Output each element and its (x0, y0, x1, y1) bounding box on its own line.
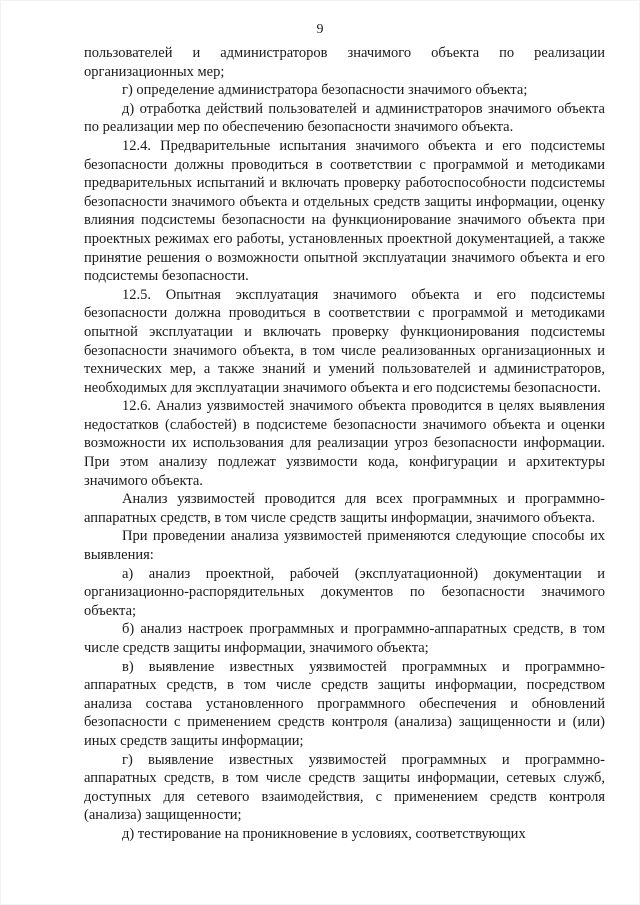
paragraph-12-6: 12.6. Анализ уязвимостей значимого объекта проводится в целях выявления недостатков (слабостей) в подсистеме безопасности значимого объекта и оценки возможности их использования для реализации угроз безопасности информации. При этом анализу подлежат уязвимости кода, конфигурации и архитектуры значимого объекта. (84, 398, 605, 489)
paragraph-scope: Анализ уязвимостей проводится для всех программных и программно-аппаратных средств, в том числе средств защиты информации, значимого объекта. (84, 491, 605, 526)
paragraph-continuation: пользователей и администраторов значимого объекта по реализации организационных мер; (84, 45, 605, 80)
paragraph-methods-intro: При проведении анализа уязвимостей применяются следующие способы их выявления: (84, 528, 605, 564)
document-body (84, 44, 605, 844)
paragraph-item-d: д) отработка действий пользователей и администраторов значимого объекта по реализации мер по обеспечению безопасности значимого объекта. (84, 100, 605, 136)
paragraph-method-v: в) выявление известных уязвимостей программных и программно-аппаратных средств, в том числе средств защиты информации, посредством анализа состава установленного программного обеспечения и обновлений безопасности с применением средств контроля (анализа) защищенности и (или) иных средств защиты информации; (84, 658, 605, 749)
paragraph-item-g: г) определение администратора безопасности значимого объекта; (122, 82, 528, 99)
paragraph-12-4: 12.4. Предварительные испытания значимого объекта и его подсистемы безопасности должны проводиться в соответствии с программой и методиками предварительных испытаний и включать проверку работоспособности подсистемы безопасности значимого объекта и отдельных средств защиты информации, оценку влияния подсистемы безопасности на функционирование значимого объекта при проектных режимах его работы, установленных проектной документацией, а также принятие решения о возможности опытной эксплуатации значимого объекта и его подсистемы безопасности. (84, 137, 605, 285)
paragraph-method-b: б) анализ настроек программных и программно-аппаратных средств, в том числе средств защиты информации, значимого объекта; (84, 621, 605, 656)
paragraph-method-a: а) анализ проектной, рабочей (эксплуатационной) документации и организационно-распорядительных документов по безопасности значимого объекта; (84, 565, 605, 619)
paragraph-method-d: д) тестирование на проникновение в условиях, соответствующих (122, 825, 526, 842)
page-number: 9 (316, 22, 324, 37)
paragraph-12-5: 12.5. Опытная эксплуатация значимого объекта и его подсистемы безопасности должна проводиться в соответствии с программой и методиками опытной эксплуатации и включать проверку функционирования подсистемы безопасности значимого объекта, в том числе реализованных организационных и технических мер, а также знаний и умений пользователей и администраторов, необходимых для эксплуатации значимого объекта и его подсистемы безопасности. (84, 286, 605, 396)
paragraph-method-g: г) выявление известных уязвимостей программных и программно-аппаратных средств, в том числе средств защиты информации, сетевых служб, доступных для сетевого взаимодействия, с применением средств контроля (анализа) защищенности; (84, 751, 605, 824)
